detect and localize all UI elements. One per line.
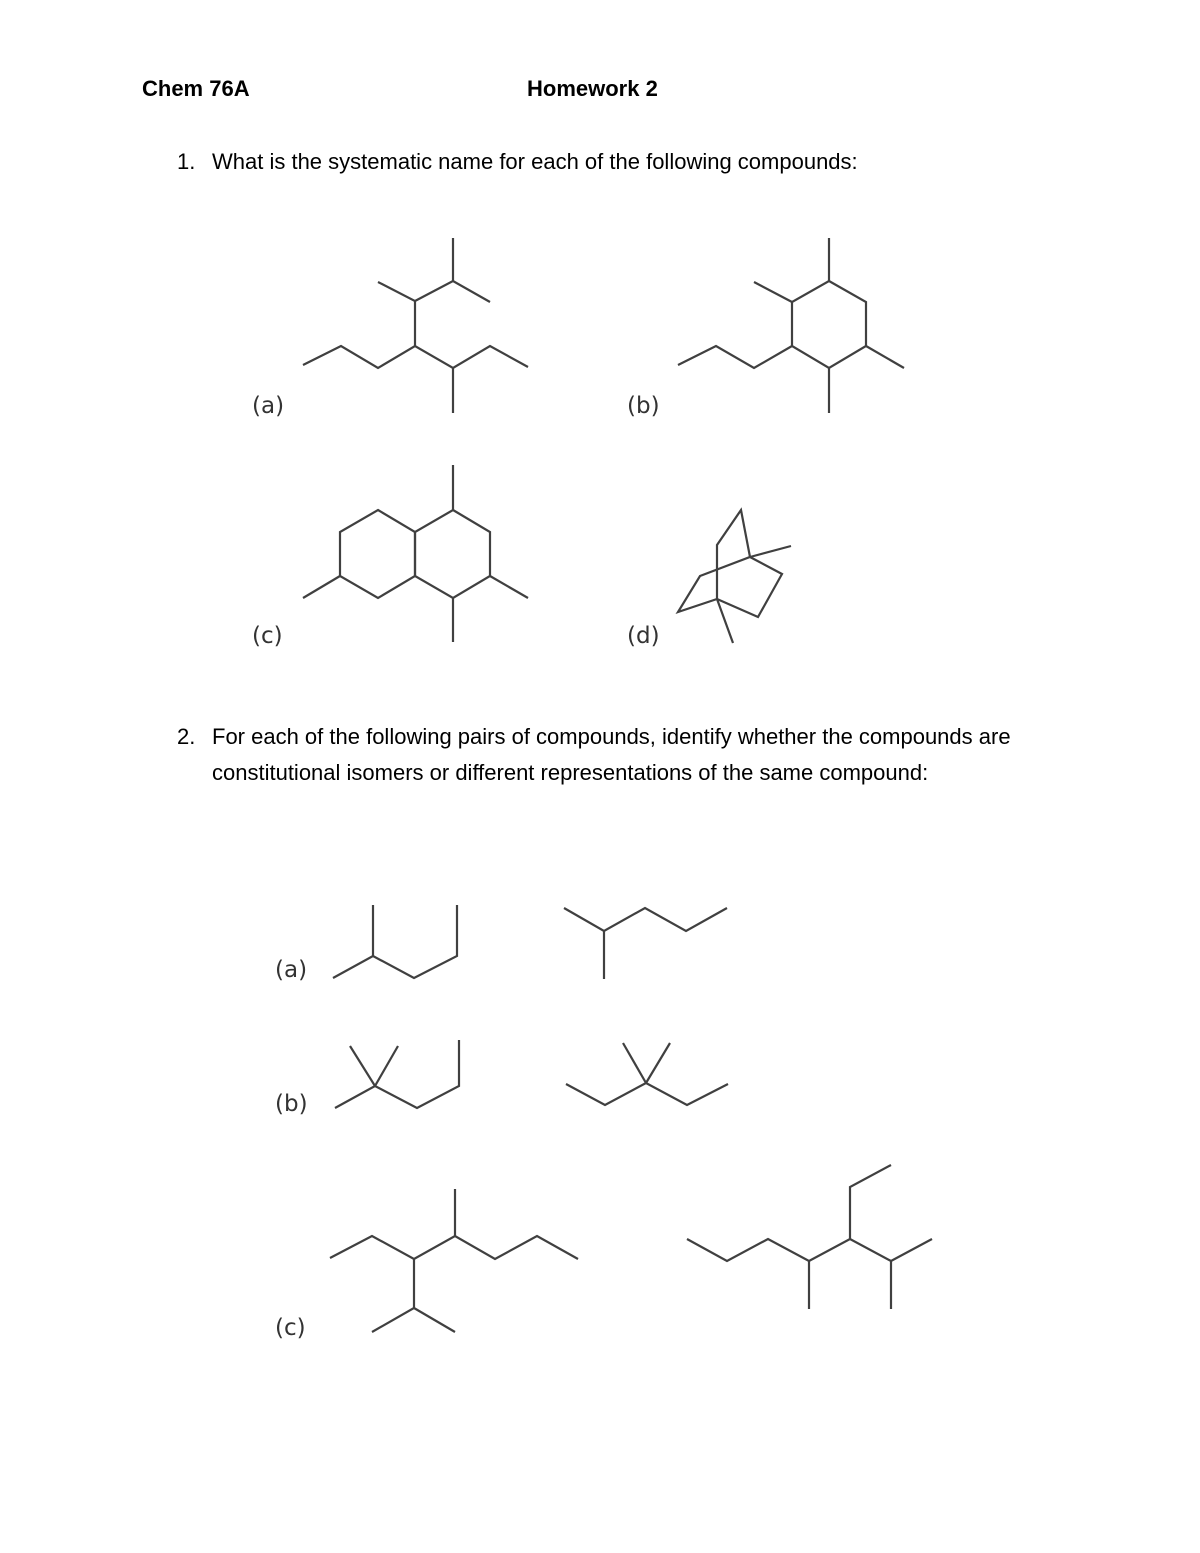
course-name: Chem 76A	[142, 76, 250, 101]
question-2-text: For each of the following pairs of compounds, identify whether the compounds are constitutional isomers or different representations of the same compound:	[212, 724, 1011, 785]
q2-structure-c-right	[687, 1165, 932, 1309]
q1-structure-d	[678, 510, 791, 643]
q2-structure-a-right	[564, 908, 727, 979]
assignment-title: Homework 2	[527, 76, 658, 101]
q1-structure-b	[678, 238, 904, 413]
q2-structure-b-left	[335, 1040, 459, 1108]
q1-label-c: (c)	[252, 623, 283, 649]
question-1-number: 1.	[177, 149, 196, 174]
q1-structure-a	[303, 238, 528, 413]
q2-label-a: (a)	[275, 957, 308, 983]
q2-label-b: (b)	[275, 1091, 308, 1117]
question-1-text: What is the systematic name for each of the following compounds:	[212, 149, 858, 174]
q2-structure-b-right	[566, 1043, 728, 1105]
q1-label-b: (b)	[627, 393, 660, 419]
q2-structure-c-left	[330, 1189, 578, 1332]
question-2-number: 2.	[177, 724, 196, 749]
q1-structure-c	[303, 465, 528, 642]
q2-structure-a-left	[333, 905, 457, 978]
q2-label-c: (c)	[275, 1315, 306, 1341]
q1-label-a: (a)	[252, 393, 285, 419]
q1-label-d: (d)	[627, 623, 660, 649]
